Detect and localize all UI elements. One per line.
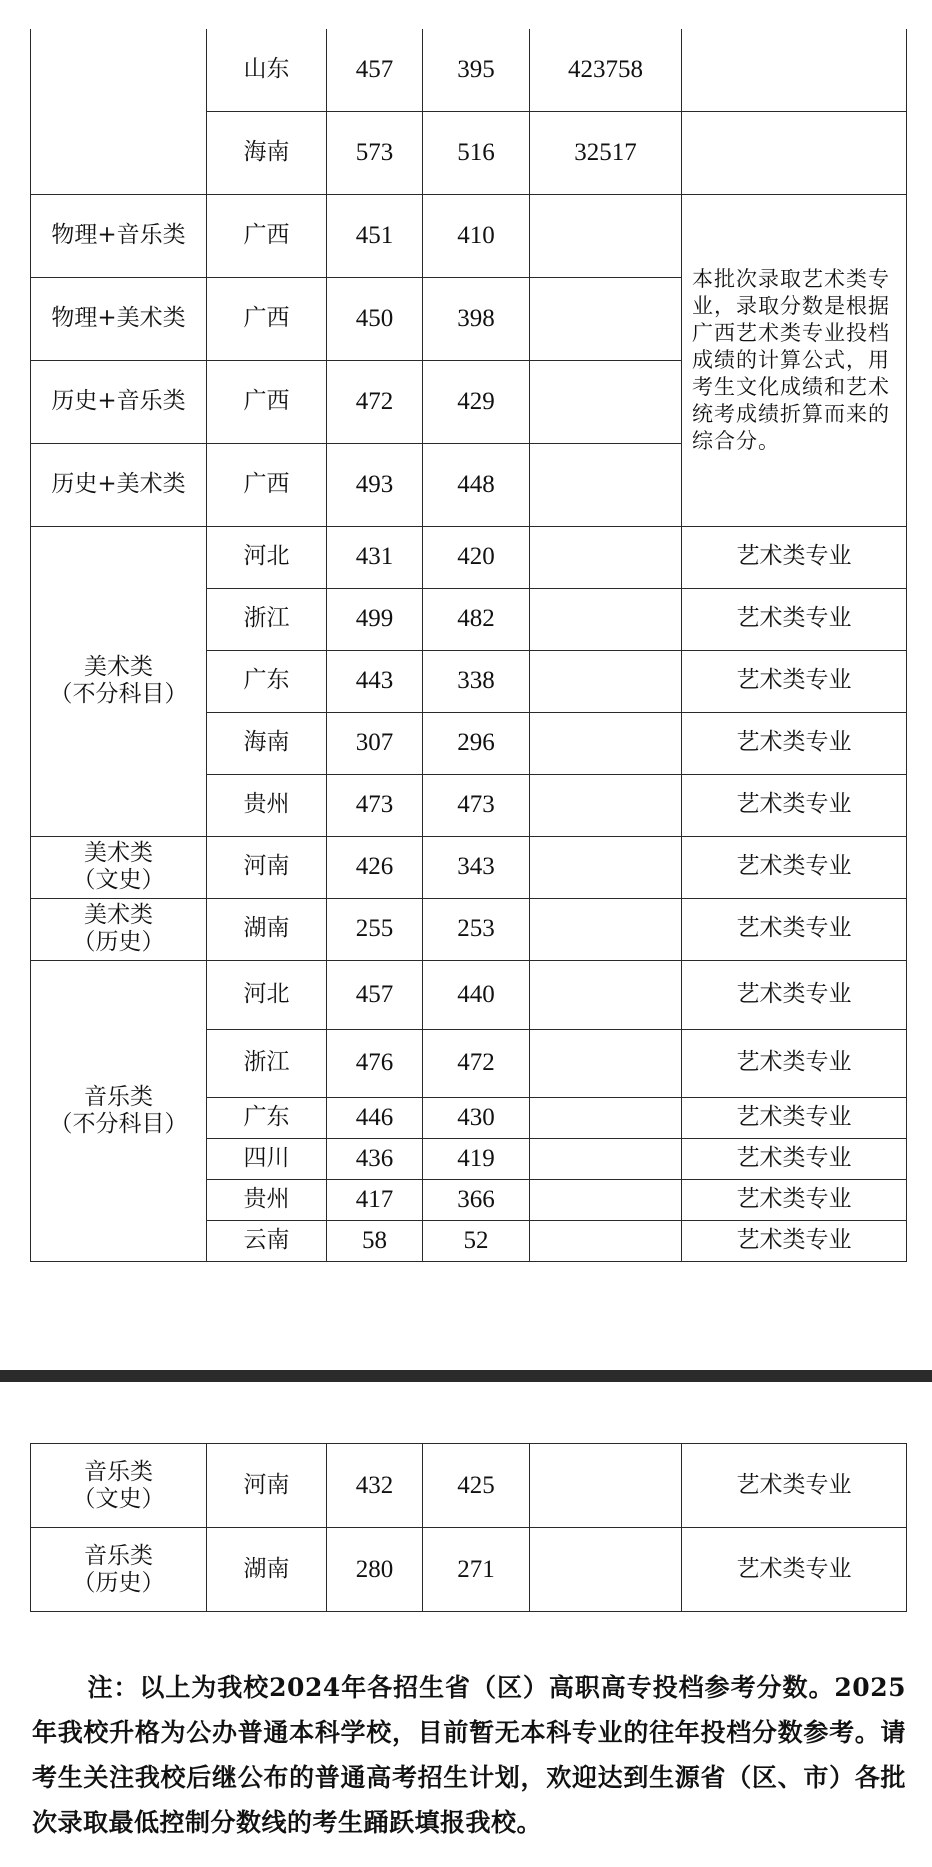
province-cell: 河南 bbox=[207, 1444, 327, 1528]
rank-cell: 32517 bbox=[530, 111, 682, 194]
score-cell: 253 bbox=[423, 898, 530, 960]
province-cell: 河南 bbox=[207, 836, 327, 898]
table-row bbox=[31, 29, 907, 111]
rank-cell bbox=[530, 1528, 682, 1612]
score-cell: 426 bbox=[327, 836, 423, 898]
category-cell bbox=[31, 526, 207, 836]
province-cell: 广西 bbox=[207, 360, 327, 443]
score-table-page-1 bbox=[30, 29, 907, 1262]
score-cell: 429 bbox=[423, 360, 530, 443]
rank-cell bbox=[530, 194, 682, 277]
province-cell: 浙江 bbox=[207, 588, 327, 650]
category-line: （文史） bbox=[72, 867, 165, 893]
category-cell: 物理+美术类 bbox=[31, 277, 207, 360]
score-cell: 343 bbox=[423, 836, 530, 898]
score-table-page-2 bbox=[30, 1443, 907, 1612]
category-cell bbox=[31, 29, 207, 194]
score-cell: 52 bbox=[423, 1220, 530, 1261]
score-cell: 451 bbox=[327, 194, 423, 277]
province-cell: 广东 bbox=[207, 650, 327, 712]
score-cell: 473 bbox=[327, 774, 423, 836]
province-cell: 海南 bbox=[207, 712, 327, 774]
category-cell bbox=[31, 1444, 207, 1528]
rank-cell bbox=[530, 588, 682, 650]
category-line: 音乐类 bbox=[84, 1458, 153, 1485]
score-cell: 472 bbox=[327, 360, 423, 443]
category-line: （历史） bbox=[72, 1569, 165, 1596]
category-line: 音乐类 bbox=[84, 1083, 153, 1110]
remark-cell: 艺术类专业 bbox=[682, 1097, 907, 1138]
score-cell: 271 bbox=[423, 1528, 530, 1612]
category-line: 美术类 bbox=[84, 654, 153, 680]
score-cell: 448 bbox=[423, 443, 530, 526]
remark-cell: 艺术类专业 bbox=[682, 526, 907, 588]
remark-cell: 艺术类专业 bbox=[682, 1220, 907, 1261]
remark-cell: 艺术类专业 bbox=[682, 712, 907, 774]
rank-cell bbox=[530, 960, 682, 1029]
score-cell: 338 bbox=[423, 650, 530, 712]
score-cell: 457 bbox=[327, 960, 423, 1029]
guangxi-note-cell: 本批次录取艺术类专业，录取分数是根据广西艺术类专业投档成绩的计算公式，用考生文化成绩和艺术统考成绩折算而来的综合分。 bbox=[682, 194, 907, 526]
rank-cell bbox=[530, 712, 682, 774]
remark-cell bbox=[682, 111, 907, 194]
category-cell bbox=[31, 960, 207, 1261]
province-cell: 广西 bbox=[207, 194, 327, 277]
remark-cell: 艺术类专业 bbox=[682, 774, 907, 836]
score-cell: 395 bbox=[423, 29, 530, 111]
footnote-text: 注：以上为我校2024年各招生省（区）高职高专投档参考分数。2025年我校升格为公办普通本科学校，目前暂无本科专业的往年投档分数参考。请考生关注我校后继公布的普通高考招生计划，欢迎达到生源省（区、市）各批次录取最低控制分数线的考生踊跃填报我校。 bbox=[32, 1673, 906, 1837]
category-line: 音乐类 bbox=[84, 1542, 153, 1569]
category-cell bbox=[31, 1528, 207, 1612]
province-cell: 贵州 bbox=[207, 1179, 327, 1220]
province-cell: 河北 bbox=[207, 526, 327, 588]
rank-cell bbox=[530, 360, 682, 443]
score-cell: 516 bbox=[423, 111, 530, 194]
table-row bbox=[31, 1444, 907, 1528]
remark-cell: 艺术类专业 bbox=[682, 588, 907, 650]
table-row bbox=[31, 194, 907, 277]
score-cell: 446 bbox=[327, 1097, 423, 1138]
score-cell: 432 bbox=[327, 1444, 423, 1528]
province-cell: 海南 bbox=[207, 111, 327, 194]
score-cell: 419 bbox=[423, 1138, 530, 1179]
province-cell: 广西 bbox=[207, 277, 327, 360]
category-line: （文史） bbox=[72, 1485, 165, 1512]
category-line: （历史） bbox=[72, 929, 165, 955]
table-row bbox=[31, 1528, 907, 1612]
category-line: （不分科目） bbox=[49, 681, 188, 707]
score-cell: 499 bbox=[327, 588, 423, 650]
province-cell: 广西 bbox=[207, 443, 327, 526]
score-cell: 307 bbox=[327, 712, 423, 774]
score-cell: 366 bbox=[423, 1179, 530, 1220]
rank-cell bbox=[530, 774, 682, 836]
score-cell: 417 bbox=[327, 1179, 423, 1220]
score-cell: 398 bbox=[423, 277, 530, 360]
score-cell: 255 bbox=[327, 898, 423, 960]
score-cell: 420 bbox=[423, 526, 530, 588]
page-break-bar bbox=[0, 1370, 932, 1382]
footnote-paragraph bbox=[32, 1665, 906, 1845]
score-cell: 450 bbox=[327, 277, 423, 360]
remark-cell: 艺术类专业 bbox=[682, 1179, 907, 1220]
score-cell: 430 bbox=[423, 1097, 530, 1138]
score-cell: 425 bbox=[423, 1444, 530, 1528]
remark-cell: 艺术类专业 bbox=[682, 1029, 907, 1097]
category-line: 美术类 bbox=[84, 840, 153, 866]
score-cell: 410 bbox=[423, 194, 530, 277]
score-cell: 473 bbox=[423, 774, 530, 836]
rank-cell bbox=[530, 526, 682, 588]
province-cell: 四川 bbox=[207, 1138, 327, 1179]
score-cell: 296 bbox=[423, 712, 530, 774]
remark-cell: 艺术类专业 bbox=[682, 1138, 907, 1179]
province-cell: 广东 bbox=[207, 1097, 327, 1138]
rank-cell bbox=[530, 1444, 682, 1528]
remark-cell bbox=[682, 29, 907, 111]
score-cell: 472 bbox=[423, 1029, 530, 1097]
table-row bbox=[31, 836, 907, 898]
province-cell: 贵州 bbox=[207, 774, 327, 836]
category-cell bbox=[31, 836, 207, 898]
category-cell bbox=[31, 898, 207, 960]
score-cell: 436 bbox=[327, 1138, 423, 1179]
remark-cell: 艺术类专业 bbox=[682, 960, 907, 1029]
score-cell: 58 bbox=[327, 1220, 423, 1261]
remark-cell: 艺术类专业 bbox=[682, 1444, 907, 1528]
remark-cell: 艺术类专业 bbox=[682, 836, 907, 898]
score-cell: 431 bbox=[327, 526, 423, 588]
rank-cell bbox=[530, 650, 682, 712]
score-cell: 457 bbox=[327, 29, 423, 111]
province-cell: 湖南 bbox=[207, 898, 327, 960]
category-line: （不分科目） bbox=[49, 1110, 188, 1137]
category-cell: 历史+音乐类 bbox=[31, 360, 207, 443]
score-cell: 440 bbox=[423, 960, 530, 1029]
rank-cell bbox=[530, 1179, 682, 1220]
score-cell: 573 bbox=[327, 111, 423, 194]
rank-cell bbox=[530, 1097, 682, 1138]
score-cell: 443 bbox=[327, 650, 423, 712]
score-cell: 482 bbox=[423, 588, 530, 650]
remark-cell: 艺术类专业 bbox=[682, 650, 907, 712]
province-cell: 湖南 bbox=[207, 1528, 327, 1612]
category-line: 美术类 bbox=[84, 902, 153, 928]
province-cell: 浙江 bbox=[207, 1029, 327, 1097]
table-row bbox=[31, 898, 907, 960]
rank-cell bbox=[530, 1029, 682, 1097]
score-cell: 493 bbox=[327, 443, 423, 526]
rank-cell bbox=[530, 277, 682, 360]
rank-cell bbox=[530, 443, 682, 526]
remark-cell: 艺术类专业 bbox=[682, 898, 907, 960]
rank-cell bbox=[530, 1220, 682, 1261]
province-cell: 山东 bbox=[207, 29, 327, 111]
category-cell: 物理+音乐类 bbox=[31, 194, 207, 277]
score-cell: 280 bbox=[327, 1528, 423, 1612]
province-cell: 云南 bbox=[207, 1220, 327, 1261]
rank-cell bbox=[530, 836, 682, 898]
province-cell: 河北 bbox=[207, 960, 327, 1029]
category-cell: 历史+美术类 bbox=[31, 443, 207, 526]
rank-cell bbox=[530, 1138, 682, 1179]
remark-cell: 艺术类专业 bbox=[682, 1528, 907, 1612]
rank-cell: 423758 bbox=[530, 29, 682, 111]
table-row bbox=[31, 960, 907, 1029]
table-row bbox=[31, 526, 907, 588]
rank-cell bbox=[530, 898, 682, 960]
score-cell: 476 bbox=[327, 1029, 423, 1097]
